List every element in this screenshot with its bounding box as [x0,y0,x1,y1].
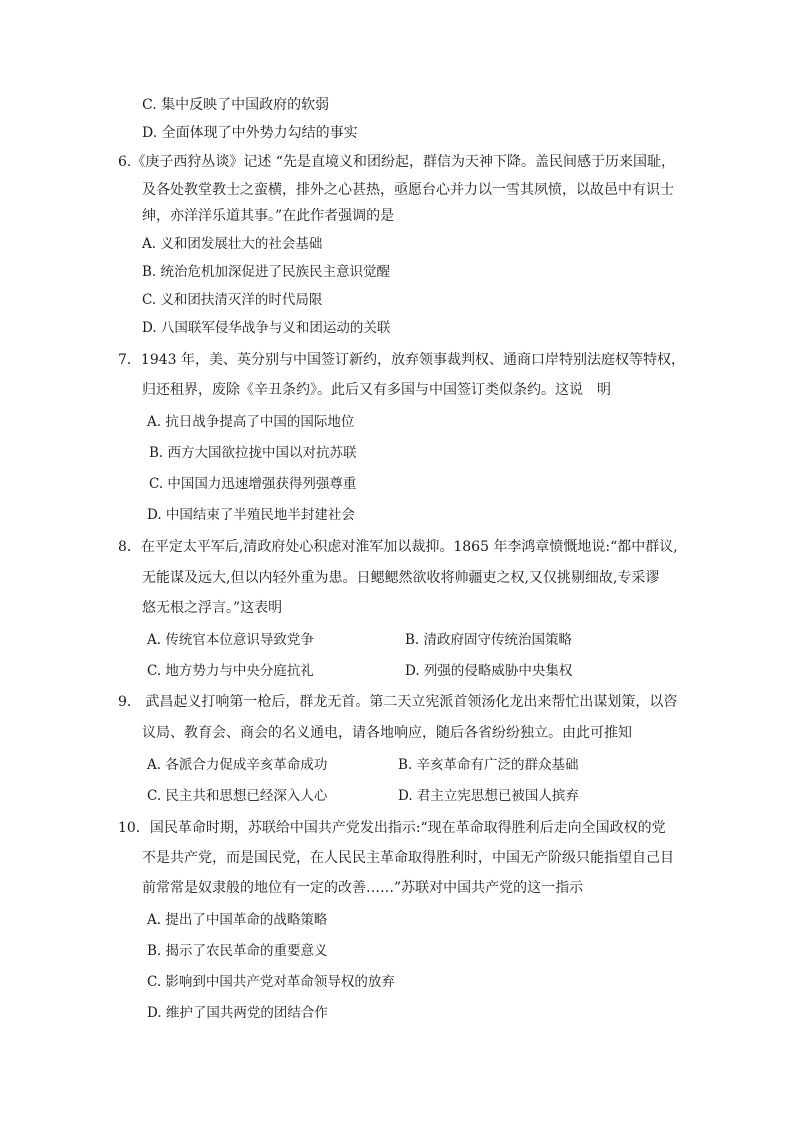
q6-stem-line: 绅，亦洋洋乐道其事。”在此作者强调的是 [142,208,395,224]
q7-option-c: C. 中国国力迅速增强获得列强尊重 [149,476,357,492]
q6-option-d: D. 八国联军侵华战争与义和团运动的关联 [142,320,391,336]
q5-option-c: C. 集中反映了中国政府的软弱 [142,97,330,113]
q9-option-c: C. 民主共和思想已经深入人心 [147,788,328,804]
q8-stem-line: 无能谋及远大,但以内轻外重为患。日鳃鳃然欲收将帅疆吏之权,又仅挑剔细故,专采谬 [142,570,660,586]
q8-option-a: A. 传统官本位意识导致党争 [147,632,314,648]
q9-option-b: B. 辛亥革命有广泛的群众基础 [398,757,579,773]
q10-stem-line: 不是共产党，而是国民党，在人民民主革命取得胜利时，中国无产阶级只能指望自己目 [142,850,674,866]
q6-option-b: B. 统治危机加深促进了民族民主意识觉醒 [142,264,391,280]
q10-stem-line: 前常常是奴隶般的地位有一定的改善……”苏联对中国共产党的这一指示 [142,880,584,896]
q9-option-a: A. 各派合力促成辛亥革命成功 [147,757,328,773]
q7-option-a: A. 抗日战争提高了中国的国际地位 [147,414,355,430]
q10-option-d: D. 维护了国共两党的团结合作 [147,1005,328,1021]
q8-option-d: D. 列强的侵略威胁中央集权 [405,663,573,679]
q8-stem-line: 8．在平定太平军后,清政府处心积虑对淮军加以裁抑。1865 年李鸿章愤慨地说:“都中群议, [118,539,678,555]
q6-option-a: A. 义和团发展壮大的社会基础 [142,236,323,252]
q10-stem-line: 10．国民革命时期，苏联给中国共产党发出指示:“现在革命取得胜利后走向全国政权的党 [118,820,666,836]
q8-option-c: C. 地方势力与中央分庭抗礼 [147,663,314,679]
q7-stem-line: 7．1943 年，美、英分别与中国签订新约，放弃领事裁判权、通商口岸特别法庭权等特权， [118,352,685,368]
q9-stem-line: 9． 武昌起义打响第一枪后，群龙无首。第二天立宪派首领汤化龙出来帮忙出谋划策，以咨 [118,694,678,710]
q7-stem-line: 归还租界，废除《辛丑条约》。此后又有多国与中国签订类似条约。这说 明 [142,382,611,398]
q9-option-d: D. 君主立宪思想已被国人摈弃 [398,788,579,804]
q8-option-b: B. 清政府固守传统治国策略 [405,632,573,648]
q10-option-a: A. 提出了中国革命的战略策略 [147,912,328,928]
q5-option-d: D. 全面体现了中外势力勾结的事实 [142,125,358,141]
q7-option-b: B. 西方大国欲拉拢中国以对抗苏联 [149,445,357,461]
q6-stem-line: 及各处教堂教士之蛮横，排外之心甚热，亟愿台心并力以一雪其夙愤，以故邑中有识士 [142,182,674,198]
q8-stem-line: 悠无根之浮言。”这表明 [142,600,283,616]
q9-stem-line: 议局、教育会、商会的名义通电，请各地响应，随后各省纷纷独立。由此可推知 [142,725,632,741]
q10-option-b: B. 揭示了农民革命的重要意义 [147,943,328,959]
q6-stem-line: 6.《庚子西狩丛谈》记述 “先是直境义和团纷起，群信为天神下降。盖民间感于历来国耻， [118,154,675,170]
q7-option-d: D. 中国结束了半殖民地半封建社会 [147,507,355,523]
q6-option-c: C. 义和团扶清灭洋的时代局限 [142,292,323,308]
q10-option-c: C. 影响到中国共产党对革命领导权的放弃 [147,974,395,990]
